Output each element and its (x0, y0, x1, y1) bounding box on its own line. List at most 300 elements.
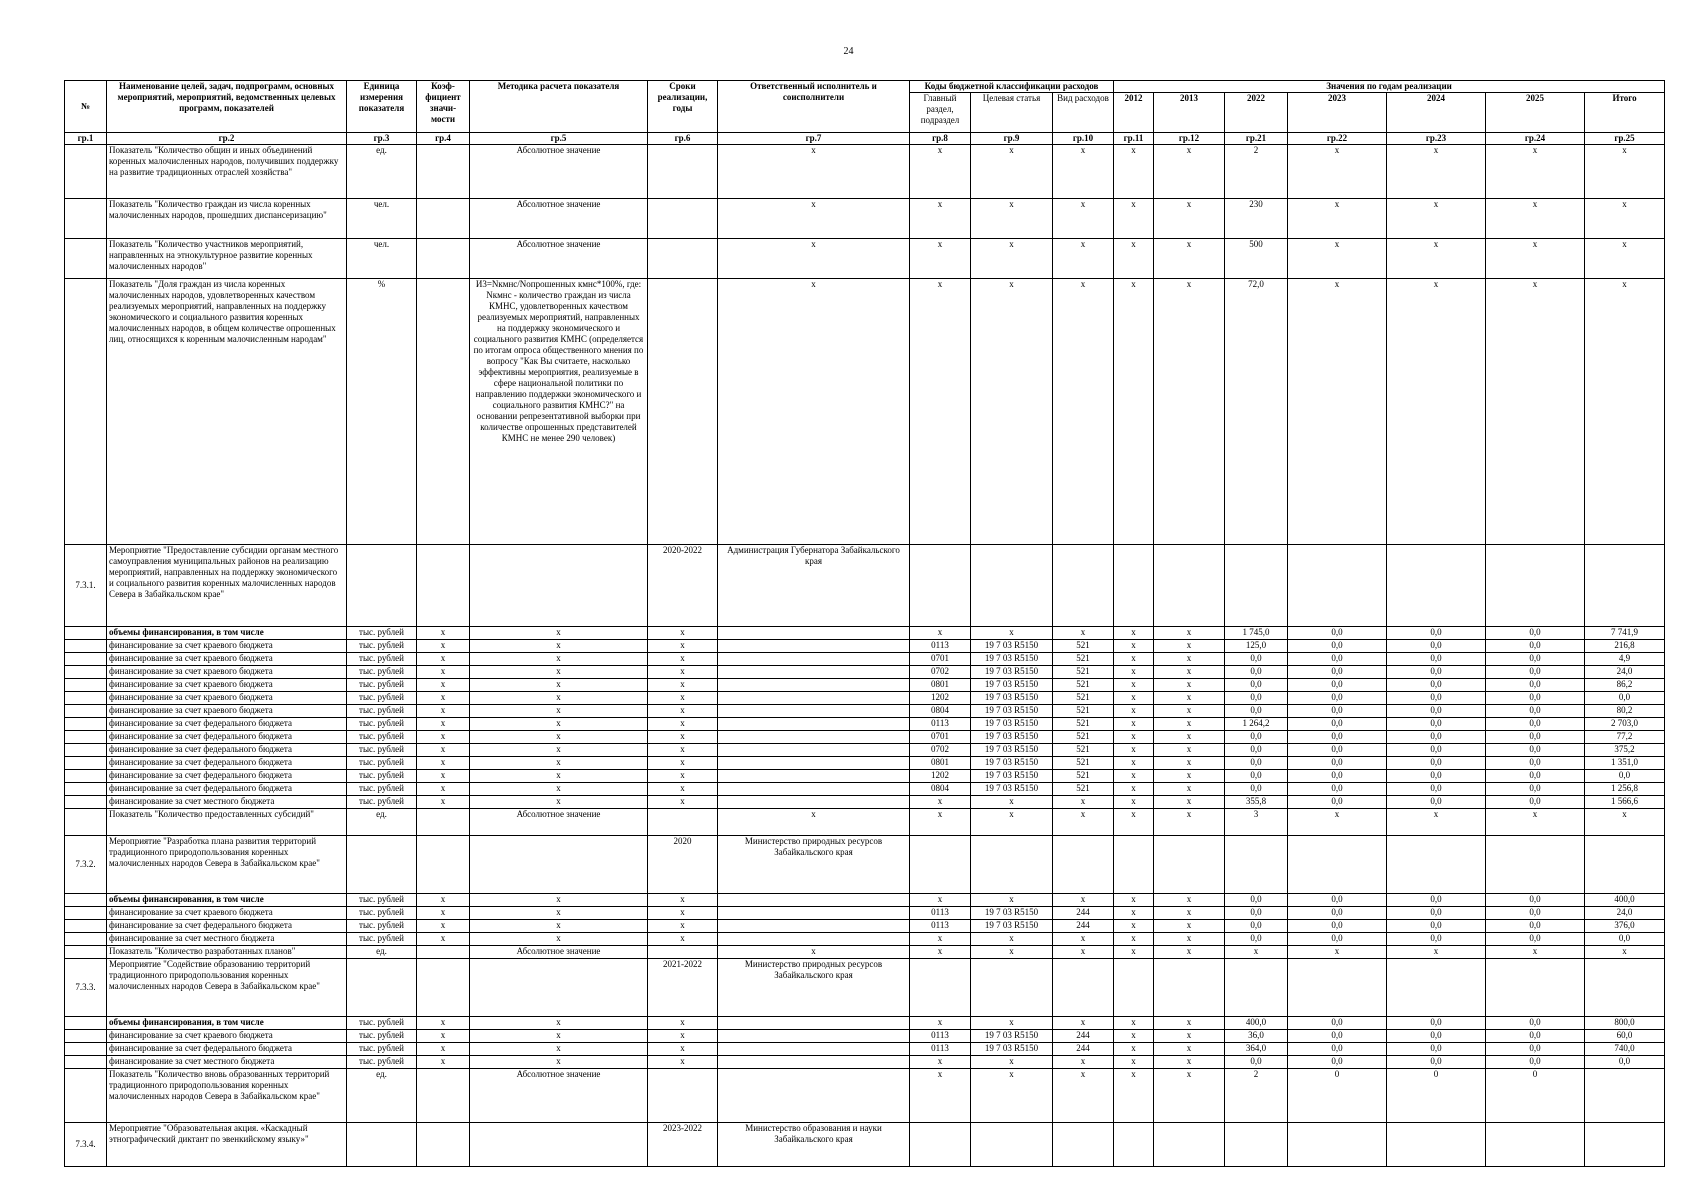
row-number (65, 666, 107, 679)
row-value-2013: x (1154, 894, 1225, 907)
row-value-2023: 0,0 (1288, 920, 1387, 933)
row-value-2013: x (1154, 744, 1225, 757)
table-header (65, 81, 1665, 145)
row-code-statya: 19 7 03 R5150 (971, 653, 1053, 666)
row-code-vid: x (1053, 627, 1114, 640)
row-name: финансирование за счет федерального бюджета (107, 920, 347, 933)
row-value-2013: x (1154, 920, 1225, 933)
row-value-2023: 0,0 (1288, 1017, 1387, 1030)
row-value-2022: 72,0 (1225, 279, 1288, 545)
row-unit: тыс. рублей (347, 1043, 417, 1056)
row-code-razdel (910, 545, 971, 627)
row-code-statya (971, 836, 1053, 894)
row-value-2025: 0,0 (1486, 796, 1585, 809)
gr-label: гр.21 (1225, 133, 1288, 145)
header-values-group: Значения по годам реализации (1114, 81, 1665, 93)
row-value-2013: x (1154, 783, 1225, 796)
row-value-2025: 0,0 (1486, 705, 1585, 718)
row-value-2023: 0,0 (1288, 783, 1387, 796)
row-value-2024 (1387, 959, 1486, 1017)
row-value-2013: x (1154, 666, 1225, 679)
row-name: Мероприятие "Содействие образованию территорий традиционного природопользования коренных малочисленных народов Севера в Забайкальском крае" (107, 959, 347, 1017)
table-row (65, 836, 1665, 894)
row-name: финансирование за счет краевого бюджета (107, 692, 347, 705)
row-value-total: x (1585, 199, 1665, 239)
row-unit: тыс. рублей (347, 653, 417, 666)
row-method: Абсолютное значение (470, 946, 648, 959)
row-code-razdel: 0701 (910, 731, 971, 744)
row-number (65, 933, 107, 946)
row-method (470, 1123, 648, 1167)
row-value-2013: x (1154, 627, 1225, 640)
row-responsible: Министерство природных ресурсов Забайкальского края (718, 836, 910, 894)
row-value-2022: 2 (1225, 145, 1288, 199)
row-coef: x (417, 933, 470, 946)
row-value-2012: x (1114, 145, 1154, 199)
table-row (65, 1056, 1665, 1069)
row-code-statya: 19 7 03 R5150 (971, 679, 1053, 692)
row-code-statya: x (971, 933, 1053, 946)
row-unit (347, 545, 417, 627)
row-value-2022: 0,0 (1225, 705, 1288, 718)
row-method: Абсолютное значение (470, 1069, 648, 1123)
row-unit: ед. (347, 1069, 417, 1123)
row-value-2025: 0,0 (1486, 783, 1585, 796)
table-row (65, 653, 1665, 666)
row-code-statya (971, 1123, 1053, 1167)
row-code-statya: 19 7 03 R5150 (971, 1043, 1053, 1056)
row-number (65, 1069, 107, 1123)
table-row (65, 770, 1665, 783)
row-value-2024: 0,0 (1387, 770, 1486, 783)
row-coef: x (417, 783, 470, 796)
row-code-statya: x (971, 627, 1053, 640)
row-coef: x (417, 907, 470, 920)
gr-label: гр.6 (648, 133, 718, 145)
row-responsible (718, 1043, 910, 1056)
row-code-vid: x (1053, 946, 1114, 959)
table-row (65, 1123, 1665, 1167)
row-code-razdel: 1202 (910, 770, 971, 783)
row-code-razdel: x (910, 1069, 971, 1123)
header-year: 2023 (1288, 93, 1387, 133)
gr-label: гр.24 (1486, 133, 1585, 145)
row-responsible (718, 757, 910, 770)
row-code-statya: 19 7 03 R5150 (971, 705, 1053, 718)
row-number (65, 920, 107, 933)
row-number (65, 744, 107, 757)
row-value-2023: x (1288, 809, 1387, 836)
row-value-2024: x (1387, 946, 1486, 959)
gr-label: гр.8 (910, 133, 971, 145)
row-method (470, 836, 648, 894)
row-coef (417, 1069, 470, 1123)
row-coef: x (417, 1017, 470, 1030)
row-value-2025: x (1486, 279, 1585, 545)
row-responsible: x (718, 946, 910, 959)
row-code-statya: 19 7 03 R5150 (971, 731, 1053, 744)
row-name: объемы финансирования, в том числе (107, 1017, 347, 1030)
row-value-2013: x (1154, 653, 1225, 666)
table-row (65, 959, 1665, 1017)
row-coef (417, 145, 470, 199)
header-responsible: Ответственный исполнитель и соисполнители (718, 81, 910, 133)
row-value-2013: x (1154, 705, 1225, 718)
row-name: финансирование за счет краевого бюджета (107, 907, 347, 920)
row-value-total: x (1585, 946, 1665, 959)
header-unit: Единица измерения показателя (347, 81, 417, 133)
row-value-2013: x (1154, 640, 1225, 653)
row-number (65, 279, 107, 545)
row-name: Мероприятие "Предоставление субсидии органам местного самоуправления муниципальных районов на реализацию мероприятий, направленных на поддержку экономического и социального развития коренных малочисленных народов Севера в Забайкальском крае" (107, 545, 347, 627)
row-value-2012: x (1114, 744, 1154, 757)
row-terms (648, 946, 718, 959)
row-value-2025: x (1486, 199, 1585, 239)
row-coef: x (417, 1043, 470, 1056)
row-code-razdel: 0113 (910, 1043, 971, 1056)
row-terms: x (648, 1043, 718, 1056)
row-number (65, 627, 107, 640)
row-terms (648, 199, 718, 239)
row-unit: тыс. рублей (347, 894, 417, 907)
row-value-2025: 0,0 (1486, 731, 1585, 744)
row-value-2013: x (1154, 679, 1225, 692)
row-name: финансирование за счет краевого бюджета (107, 640, 347, 653)
row-terms: 2021-2022 (648, 959, 718, 1017)
row-value-2023: 0,0 (1288, 705, 1387, 718)
row-value-2023: 0,0 (1288, 653, 1387, 666)
row-value-2025: x (1486, 809, 1585, 836)
row-coef: x (417, 770, 470, 783)
row-responsible (718, 933, 910, 946)
row-number (65, 692, 107, 705)
row-value-2013: x (1154, 1043, 1225, 1056)
row-value-2023: x (1288, 946, 1387, 959)
row-value-2022: 500 (1225, 239, 1288, 279)
table-row (65, 1017, 1665, 1030)
row-value-2022: 364,0 (1225, 1043, 1288, 1056)
row-code-razdel (910, 1123, 971, 1167)
gr-label: гр.5 (470, 133, 648, 145)
header-total: Итого (1585, 93, 1665, 133)
row-value-2013: x (1154, 199, 1225, 239)
row-value-total: 376,0 (1585, 920, 1665, 933)
row-value-2023: 0,0 (1288, 1043, 1387, 1056)
row-code-vid: 521 (1053, 640, 1114, 653)
row-value-2022: 125,0 (1225, 640, 1288, 653)
row-code-vid: 521 (1053, 692, 1114, 705)
row-value-2025: 0,0 (1486, 679, 1585, 692)
row-number: 7.3.2. (65, 836, 107, 894)
gr-label: гр.1 (65, 133, 107, 145)
row-number (65, 731, 107, 744)
row-value-2022: 36,0 (1225, 1030, 1288, 1043)
row-value-total: 2 703,0 (1585, 718, 1665, 731)
row-name: финансирование за счет федерального бюджета (107, 757, 347, 770)
row-terms: x (648, 783, 718, 796)
row-code-razdel: 0702 (910, 666, 971, 679)
row-value-total: 216,8 (1585, 640, 1665, 653)
row-value-2025: 0,0 (1486, 666, 1585, 679)
row-number: 7.3.4. (65, 1123, 107, 1167)
row-code-statya: x (971, 1069, 1053, 1123)
row-value-2022: 0,0 (1225, 783, 1288, 796)
row-name: Мероприятие "Образовательная акция. «Каскадный этнографический диктант по эвенкийскому языку»" (107, 1123, 347, 1167)
row-unit: тыс. рублей (347, 1030, 417, 1043)
row-responsible: x (718, 145, 910, 199)
row-code-razdel: 0801 (910, 757, 971, 770)
row-value-total: 0,0 (1585, 770, 1665, 783)
row-value-2022: 0,0 (1225, 679, 1288, 692)
row-method: x (470, 705, 648, 718)
row-name: Показатель "Доля граждан из числа коренных малочисленных народов, удовлетворенных качеством реализуемых мероприятий, направленных на поддержку экономического и социального развития коренных малочисленных народов, в общем количестве опрошенных лиц, относящихся к коренным малочисленным народам" (107, 279, 347, 545)
row-number (65, 705, 107, 718)
row-number (65, 653, 107, 666)
row-value-2013: x (1154, 796, 1225, 809)
row-value-2013: x (1154, 239, 1225, 279)
program-table (64, 80, 1665, 1167)
row-method: И3=Nкмнс/Nопрошенных кмнс*100%, где: Nкмнс - количество граждан из числа КМНС, удовлетворенных качеством реализуемых мероприятий, направленных на поддержку экономического и социального развития КМНС (определяется по итогам опроса общественного мнения по вопросу "Как Вы считаете, насколько эффективны мероприятия, реализуемые в сфере национальной политики по направлению поддержки экономического и социального развития КМНС?" на основании репрезентативной выборки при количестве опрошенных представителей КМНС не менее 290 человек) (470, 279, 648, 545)
row-code-vid: x (1053, 145, 1114, 199)
row-code-razdel: x (910, 1017, 971, 1030)
row-method: x (470, 796, 648, 809)
row-terms: x (648, 705, 718, 718)
row-code-razdel: x (910, 933, 971, 946)
row-value-total (1585, 1069, 1665, 1123)
row-unit: тыс. рублей (347, 705, 417, 718)
row-coef: x (417, 796, 470, 809)
row-value-2013: x (1154, 1056, 1225, 1069)
row-value-2022: 0,0 (1225, 920, 1288, 933)
row-coef: x (417, 705, 470, 718)
row-value-2023: 0,0 (1288, 640, 1387, 653)
row-coef: x (417, 744, 470, 757)
row-method: x (470, 1043, 648, 1056)
row-terms: x (648, 757, 718, 770)
row-method: Абсолютное значение (470, 145, 648, 199)
row-code-vid: x (1053, 279, 1114, 545)
table-row (65, 783, 1665, 796)
row-method: x (470, 666, 648, 679)
row-method: x (470, 627, 648, 640)
header-terms: Сроки реализации, годы (648, 81, 718, 133)
row-value-2024: 0,0 (1387, 796, 1486, 809)
row-terms: x (648, 679, 718, 692)
row-unit: тыс. рублей (347, 1056, 417, 1069)
page-number: 24 (843, 46, 854, 57)
row-value-2025: 0,0 (1486, 757, 1585, 770)
table-row (65, 705, 1665, 718)
row-value-2024: x (1387, 809, 1486, 836)
row-value-2024: x (1387, 279, 1486, 545)
row-responsible (718, 894, 910, 907)
row-name: Показатель "Количество общин и иных объединений коренных малочисленных народов, получивших поддержку на развитие традиционных отраслей хозяйства" (107, 145, 347, 199)
row-code-vid: x (1053, 1017, 1114, 1030)
row-code-razdel: 1202 (910, 692, 971, 705)
row-value-2013: x (1154, 1069, 1225, 1123)
row-value-2024: 0,0 (1387, 1030, 1486, 1043)
row-value-2012: x (1114, 279, 1154, 545)
row-value-2022: 2 (1225, 1069, 1288, 1123)
row-value-2024: 0,0 (1387, 679, 1486, 692)
row-coef: x (417, 731, 470, 744)
row-terms (648, 809, 718, 836)
row-value-total: 24,0 (1585, 907, 1665, 920)
row-code-statya: 19 7 03 R5150 (971, 757, 1053, 770)
row-terms: x (648, 692, 718, 705)
row-responsible (718, 1017, 910, 1030)
row-code-razdel: x (910, 796, 971, 809)
row-value-2024: x (1387, 145, 1486, 199)
row-value-2012: x (1114, 1056, 1154, 1069)
row-responsible (718, 666, 910, 679)
row-terms: x (648, 718, 718, 731)
row-value-2013: x (1154, 718, 1225, 731)
row-code-razdel: x (910, 809, 971, 836)
row-unit: тыс. рублей (347, 770, 417, 783)
row-responsible (718, 1069, 910, 1123)
row-code-statya: x (971, 1017, 1053, 1030)
row-code-statya: 19 7 03 R5150 (971, 692, 1053, 705)
row-coef (417, 946, 470, 959)
row-code-vid: x (1053, 809, 1114, 836)
row-value-total (1585, 1123, 1665, 1167)
row-value-total: 0,0 (1585, 692, 1665, 705)
row-terms: x (648, 1030, 718, 1043)
table-row (65, 731, 1665, 744)
row-name: финансирование за счет краевого бюджета (107, 1030, 347, 1043)
row-value-2022: x (1225, 946, 1288, 959)
row-name: финансирование за счет краевого бюджета (107, 705, 347, 718)
table-row (65, 907, 1665, 920)
row-code-statya: 19 7 03 R5150 (971, 920, 1053, 933)
row-coef: x (417, 1056, 470, 1069)
row-value-total: 7 741,9 (1585, 627, 1665, 640)
row-method (470, 959, 648, 1017)
row-value-2025: 0,0 (1486, 744, 1585, 757)
table-row (65, 757, 1665, 770)
row-value-2023: 0,0 (1288, 692, 1387, 705)
row-code-razdel: x (910, 1056, 971, 1069)
row-value-2023 (1288, 836, 1387, 894)
row-unit: тыс. рублей (347, 718, 417, 731)
row-value-2024: 0,0 (1387, 894, 1486, 907)
gr-label: гр.2 (107, 133, 347, 145)
row-number (65, 783, 107, 796)
row-unit: тыс. рублей (347, 796, 417, 809)
row-code-vid: 521 (1053, 744, 1114, 757)
row-code-vid: 521 (1053, 770, 1114, 783)
row-value-2025: 0,0 (1486, 1043, 1585, 1056)
row-value-2025: 0 (1486, 1069, 1585, 1123)
row-value-2022: 0,0 (1225, 894, 1288, 907)
row-method: x (470, 920, 648, 933)
row-unit: тыс. рублей (347, 757, 417, 770)
row-responsible: x (718, 199, 910, 239)
row-method: Абсолютное значение (470, 199, 648, 239)
row-code-statya: 19 7 03 R5150 (971, 640, 1053, 653)
header-no: № (65, 81, 107, 133)
row-unit: тыс. рублей (347, 783, 417, 796)
row-number: 7.3.1. (65, 545, 107, 627)
row-value-2012: x (1114, 946, 1154, 959)
row-value-2012: x (1114, 239, 1154, 279)
row-code-razdel: 0113 (910, 920, 971, 933)
row-responsible: x (718, 279, 910, 545)
row-unit: тыс. рублей (347, 731, 417, 744)
row-value-2024 (1387, 836, 1486, 894)
row-method: x (470, 1056, 648, 1069)
row-value-2012: x (1114, 796, 1154, 809)
row-value-2025: 0,0 (1486, 627, 1585, 640)
gr-label: гр.4 (417, 133, 470, 145)
row-code-vid: x (1053, 1069, 1114, 1123)
row-value-2024: 0,0 (1387, 705, 1486, 718)
table-row (65, 627, 1665, 640)
row-value-total: 0,0 (1585, 1056, 1665, 1069)
row-code-vid: 521 (1053, 757, 1114, 770)
row-value-2023: 0,0 (1288, 770, 1387, 783)
row-value-total: x (1585, 809, 1665, 836)
row-value-2023: 0,0 (1288, 907, 1387, 920)
row-method: x (470, 679, 648, 692)
row-value-2024 (1387, 545, 1486, 627)
gr-label: гр.11 (1114, 133, 1154, 145)
row-value-total: 24,0 (1585, 666, 1665, 679)
row-value-2013: x (1154, 933, 1225, 946)
row-responsible (718, 744, 910, 757)
row-terms (648, 239, 718, 279)
row-code-vid: 521 (1053, 679, 1114, 692)
table-row (65, 718, 1665, 731)
row-unit: чел. (347, 239, 417, 279)
row-code-vid: x (1053, 894, 1114, 907)
row-responsible: Министерство образования и науки Забайкальского края (718, 1123, 910, 1167)
row-value-2025: 0,0 (1486, 1017, 1585, 1030)
row-number: 7.3.3. (65, 959, 107, 1017)
gr-label: гр.23 (1387, 133, 1486, 145)
row-code-statya: x (971, 894, 1053, 907)
row-value-total: x (1585, 279, 1665, 545)
row-value-2024: 0,0 (1387, 744, 1486, 757)
row-coef: x (417, 718, 470, 731)
row-code-vid: 244 (1053, 1030, 1114, 1043)
row-value-total (1585, 836, 1665, 894)
row-value-2024: 0,0 (1387, 907, 1486, 920)
row-value-total: x (1585, 239, 1665, 279)
row-value-total: 80,2 (1585, 705, 1665, 718)
header-year: 2022 (1225, 93, 1288, 133)
row-value-2022: 3 (1225, 809, 1288, 836)
header-codes-group: Коды бюджетной классификации расходов (910, 81, 1114, 93)
row-value-total: 800,0 (1585, 1017, 1665, 1030)
row-value-2025 (1486, 836, 1585, 894)
row-value-2025: x (1486, 946, 1585, 959)
row-code-vid: x (1053, 796, 1114, 809)
row-value-2023: x (1288, 279, 1387, 545)
row-unit: тыс. рублей (347, 666, 417, 679)
row-terms: x (648, 933, 718, 946)
row-value-2022: 0,0 (1225, 692, 1288, 705)
row-value-total: 400,0 (1585, 894, 1665, 907)
row-value-2013 (1154, 545, 1225, 627)
row-responsible (718, 920, 910, 933)
row-number (65, 1043, 107, 1056)
row-terms (648, 145, 718, 199)
row-coef: x (417, 757, 470, 770)
row-method: x (470, 653, 648, 666)
row-name: Показатель "Количество разработанных планов" (107, 946, 347, 959)
